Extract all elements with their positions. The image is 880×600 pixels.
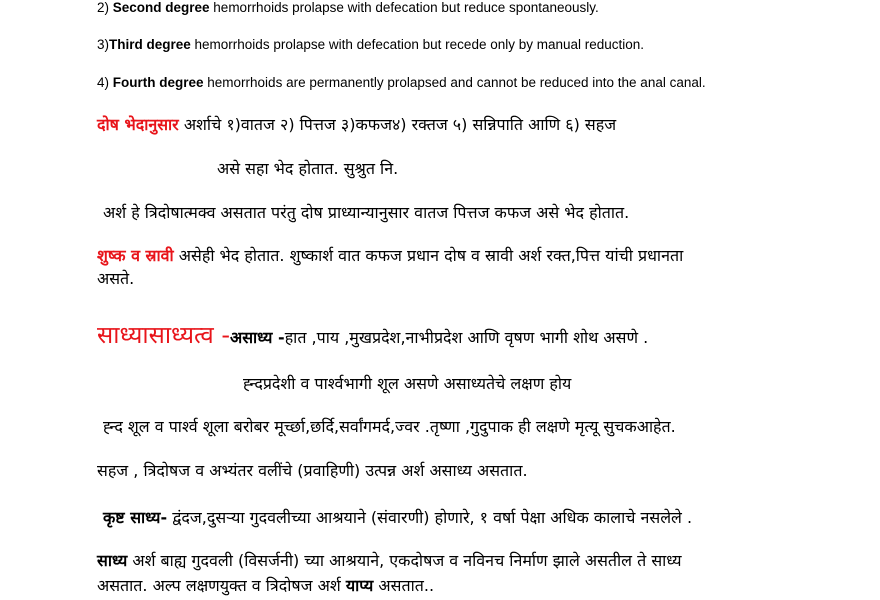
- asadhya-subheading: असाध्य -: [229, 328, 285, 347]
- degree-description: hemorrhoids prolapse with defecation but reduce spontaneously.: [209, 0, 599, 15]
- shushka-heading: शुष्क व स्रावी: [97, 246, 174, 265]
- list-number: 3): [97, 37, 110, 52]
- dosha-heading: दोष भेदानुसार: [97, 115, 179, 134]
- shushka-line-2: असते.: [97, 269, 135, 288]
- sadhya-text: अर्श बाह्य गुदवली (विसर्जनी) च्या आश्रयाने, एकदोषज व नविनच निर्माण झाले असतील ते साध्य: [127, 551, 682, 570]
- shushka-text: असेही भेद होतात. शुष्कार्श वात कफज प्रधान दोष व स्रावी अर्श रक्त,पित्त यांची प्रधानता: [173, 246, 684, 265]
- sadhya-text-end: असतात..: [373, 576, 435, 595]
- degree-term: Second degree: [112, 0, 210, 15]
- degree-term: Third degree: [109, 37, 191, 52]
- dosha-types-text: अर्शाचे १)वातज २) पित्तज ३)कफज४) रक्तज ५) सन्निपाति आणि ६) सहज: [178, 115, 617, 134]
- sadhya-text-2: असतात. अल्प लक्षणयुक्त व त्रिदोषज अर्श: [97, 576, 346, 595]
- degree-description: hemorrhoids prolapse with defecation but recede only by manual reduction.: [190, 37, 645, 52]
- sadhya-asadhya-heading: साध्यासाध्यत्व -: [97, 321, 230, 349]
- sahaja-line: सहज , त्रिदोषज व अभ्यंतर वलींचे (प्रवाहिणी) उत्पन्न अर्श असाध्य असतात.: [97, 461, 528, 480]
- tridosha-line: अर्श हे त्रिदोषात्मक्व असतात परंतु दोष प्राध्यान्यानुसार वातज पित्तज कफज असे भेद होतात.: [103, 203, 630, 222]
- dosha-types-line-2: असे सहा भेद होतात. सुश्रुत नि.: [217, 159, 399, 178]
- degree-description: hemorrhoids are permanently prolapsed and cannot be reduced into the anal canal.: [203, 75, 706, 90]
- asadhya-text: हात ,पाय ,मुखप्रदेश,नाभीप्रदेश आणि वृषण भागी शोथ असणे .: [284, 328, 649, 347]
- symptoms-line: ह्न्द शूल व पार्श्व शूला बरोबर मूर्च्छा,छर्दि,सर्वांगमर्द,ज्वर .तृष्णा ,गुदुपाक ही लक्षणे मृत्यू सुचकआहेत.: [103, 417, 676, 436]
- krichhra-label: कृष्ट साध्य-: [103, 508, 168, 527]
- shushka-line: [97, 244, 683, 266]
- krichhra-text: द्वंदज,दुसऱ्या गुदवलीच्या आश्रयाने (संवारणी) होणारे, १ वर्षा पेक्षा अधिक कालाचे नसलेले .: [167, 508, 693, 527]
- list-number: 2): [97, 0, 113, 15]
- sadhya-line: [97, 549, 682, 571]
- sadhya-line-2: [97, 574, 434, 596]
- third-degree-line: [97, 37, 644, 52]
- sadhya-asadhya-line: [97, 318, 648, 351]
- sadhya-label: साध्य: [97, 551, 128, 570]
- fourth-degree-line: [97, 75, 706, 90]
- degree-term: Fourth degree: [112, 75, 204, 90]
- krichhra-sadhya-line: [103, 506, 692, 528]
- second-degree-line: [97, 0, 599, 15]
- list-number: 4): [97, 75, 113, 90]
- yapya-term: याप्य: [345, 576, 374, 595]
- hrid-shula-line: ह्न्दप्रदेशी व पार्श्वभागी शूल असणे असाध्यतेचे लक्षण होय: [243, 374, 572, 393]
- dosha-types-line: [97, 113, 616, 135]
